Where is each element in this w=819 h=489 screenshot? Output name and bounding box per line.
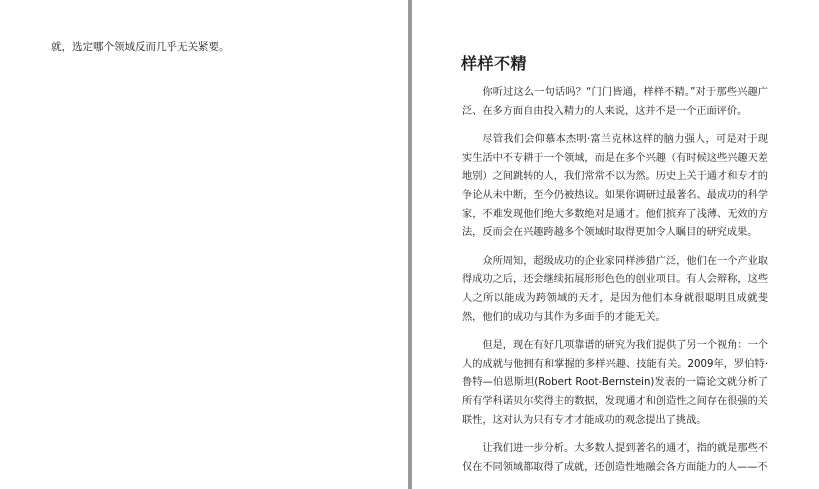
chapter-title: 样样不精 (461, 54, 528, 73)
right-page (412, 0, 819, 489)
left-page (0, 0, 408, 489)
paragraph: 众所周知，超级成功的企业家同样涉猎广泛，他们在一个产业取得成功之后，还会继续拓展形形色色的创业项目。有人会辩称，这些人之所以能成为跨领域的天才，是因为他们本身就很聪明且成就斐然，他们的成功与其作为多面手的才能无关。 (462, 255, 768, 323)
paragraph: 但是，现在有好几项靠谱的研究为我们提供了另一个视角：一个人的成就与他拥有和掌握的多样兴趣、技能有关。2009年，罗伯特·鲁特—伯恩斯坦(Robert Root-Bernstein)发表的一篇论文就分析了所有学科诺贝尔奖得主的数据，发现通才和创造性之间存在很强的关联性，这对认为只有专才才能成功的观念提出了挑战。 (462, 340, 768, 426)
paragraph: 尽管我们会仰慕本杰明·富兰克林这样的脑力强人，可是对于现实生活中不专耕于一个领域，而是在多个兴趣（有时候这些兴趣天差地别）之间跳转的人，我们常常不以为然。历史上关于通才和专才的争论从未中断，至今仍被热议。如果你调研过最著名、最成功的科学家，不难发现他们绝大多数绝对是通才。他们摈弃了浅薄、无效的方法，反而会在兴趣跨越多个领域时取得更加令人瞩目的研究成果。 (462, 134, 768, 239)
paragraph: 让我们进一步分析。大多数人提到著名的通才，指的就是那些不仅在不同领域都取得了成就，还创造性地融会各方面能力的人——不 (462, 443, 768, 473)
chapter-body (462, 84, 768, 487)
left-page-text: 就，选定哪个领域反而几乎无关紧要。 (51, 41, 230, 53)
paragraph: 你听过这么一句话吗？“门门皆通，样样不精。”对于那些兴趣广泛、在多方面自由投入精力的人来说，这并不是一个正面评价。 (462, 87, 768, 117)
